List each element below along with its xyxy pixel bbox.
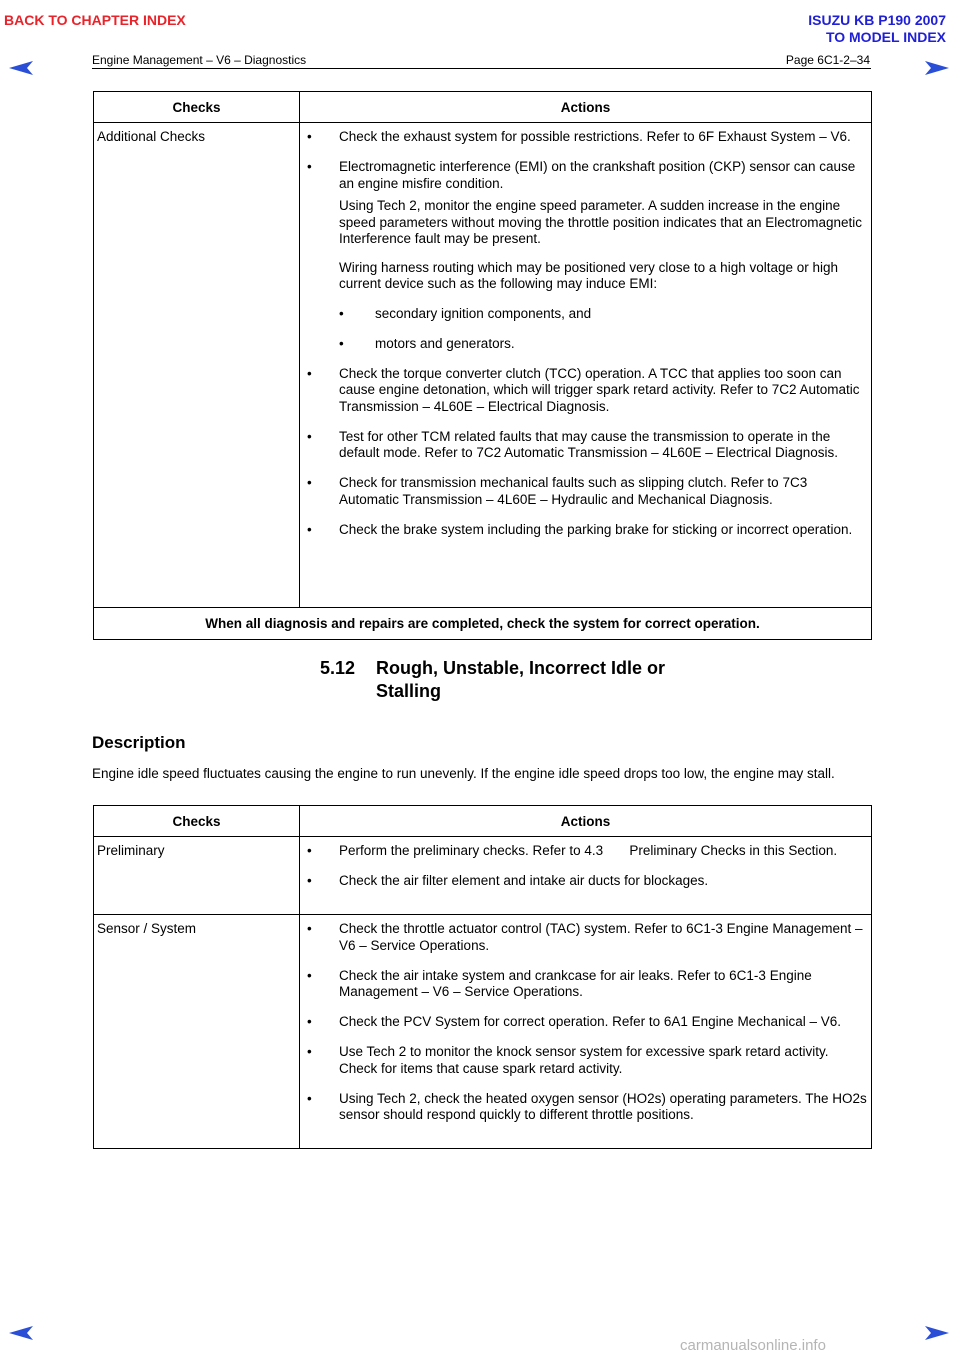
list-item: • Check the throttle actuator control (TAC) system. Refer to 6C1-3 Engine Management – V6 – Service Operations.: [307, 921, 863, 953]
description-text: Engine idle speed fluctuates causing the engine to run unevenly. If the engine idle speed drops too low, the engine may stall.: [92, 766, 835, 781]
emi-paragraph: Using Tech 2, monitor the engine speed parameter. A sudden increase in the engine speed parameters without moving the throttle position indicates that an Electromagnetic Interference fault may be present.: [339, 198, 863, 246]
page-number: Page 6C1-2–34: [785, 53, 870, 67]
running-header-title: Engine Management – V6 – Diagnostics: [92, 53, 307, 67]
list-item: • Using Tech 2, check the heated oxygen sensor (HO2s) operating parameters. The HO2s sensor should respond quickly to different throttle positions.: [307, 1090, 867, 1122]
back-to-chapter-index-link[interactable]: BACK TO CHAPTER INDEX: [4, 12, 186, 28]
left-arrow-icon[interactable]: [8, 1326, 34, 1340]
actions-cell: [300, 915, 872, 1149]
actions-header: Actions: [300, 92, 872, 123]
model-title: ISUZU KB P190 2007: [808, 12, 946, 28]
list-item: • Check the air intake system and crankcase for air leaks. Refer to 6C1-3 Engine Management – V6 – Service Operations.: [307, 967, 812, 999]
list-item: • Check the PCV System for correct operation. Refer to 6A1 Engine Mechanical – V6.: [307, 1014, 841, 1029]
list-item: • Check the brake system including the parking brake for sticking or incorrect operation.: [307, 521, 853, 537]
sub-list-item: • secondary ignition components, and: [339, 305, 592, 321]
sub-list-item: • motors and generators.: [339, 335, 515, 351]
checks-header: Checks: [94, 806, 300, 837]
checks-header: Checks: [94, 92, 300, 123]
list-item: • Check the air filter element and intake air ducts for blockages.: [307, 873, 709, 888]
actions-cell: [300, 837, 872, 915]
model-index-link[interactable]: [808, 12, 946, 46]
list-item: • Test for other TCM related faults that may cause the transmission to operate in the default mode. Refer to 7C2 Automatic Transmission – 4L60E – Electrical Diagnosis.: [307, 428, 838, 460]
category-preliminary: Preliminary: [94, 837, 300, 915]
idle-checks-table: [93, 805, 872, 1149]
additional-checks-table: [93, 91, 872, 640]
to-model-index-label: TO MODEL INDEX: [825, 29, 946, 45]
emi-paragraph: Wiring harness routing which may be positioned very close to a high voltage or high current device such as the following may induce EMI:: [339, 259, 839, 291]
actions-cell: [300, 123, 872, 608]
right-arrow-icon[interactable]: [924, 61, 950, 75]
category-additional-checks: Additional Checks: [94, 123, 300, 608]
section-number: 5.12: [320, 658, 356, 678]
category-sensor-system: Sensor / System: [94, 915, 300, 1149]
list-item: • Check for transmission mechanical faults such as slipping clutch. Refer to 7C3 Automatic Transmission – 4L60E – Hydraulic and Mechanical Diagnosis.: [307, 475, 808, 507]
list-item: • Check the exhaust system for possible restrictions. Refer to 6F Exhaust System – V6.: [307, 129, 851, 144]
description-heading: Description: [92, 733, 186, 752]
header-rule: [92, 68, 871, 69]
actions-header: Actions: [300, 806, 872, 837]
watermark: carmanualsonline.info: [680, 1337, 826, 1354]
list-item: • Perform the preliminary checks. Refer to 4.3 Preliminary Checks in this Section.: [307, 843, 838, 858]
list-item: • Electromagnetic interference (EMI) on the crankshaft position (CKP) sensor can cause an engine misfire condition.: [307, 159, 856, 191]
list-item: • Use Tech 2 to monitor the knock sensor system for excessive spark retard activity. Check for items that cause spark retard activity.: [307, 1044, 829, 1076]
left-arrow-icon[interactable]: [8, 61, 34, 75]
completion-note: When all diagnosis and repairs are completed, check the system for correct operation.: [94, 608, 872, 640]
section-title-line1: Rough, Unstable, Incorrect Idle or: [376, 658, 666, 678]
right-arrow-icon[interactable]: [924, 1326, 950, 1340]
list-item: • Check the torque converter clutch (TCC) operation. A TCC that applies too soon can cause engine detonation, which will trigger spark retard activity. Refer to 7C2 Automatic Transmission – 4L60E – Electrical Diagnosis.: [307, 365, 860, 414]
section-title-line2: Stalling: [376, 681, 442, 701]
section-title: [320, 657, 665, 703]
